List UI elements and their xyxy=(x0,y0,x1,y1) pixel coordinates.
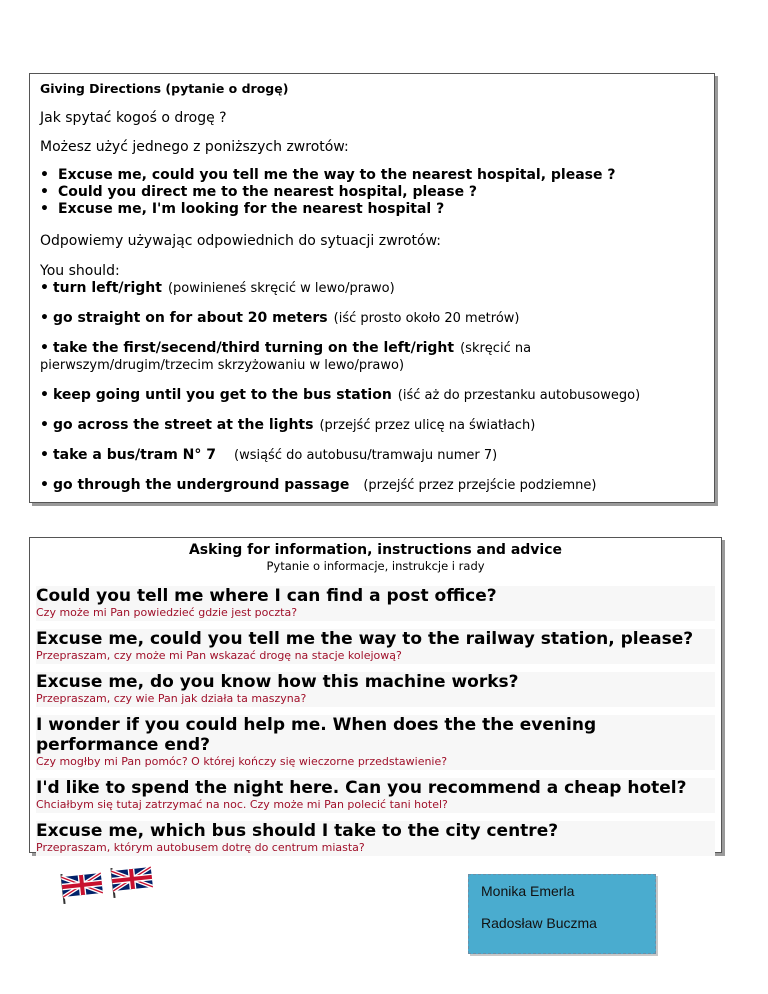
bullet-item: • Excuse me, I'm looking for the nearest hospital ? xyxy=(40,201,445,217)
phrase-polish: Czy może mi Pan powiedzieć gdzie jest poczta? xyxy=(36,606,298,619)
phrase-english: Excuse me, do you know how this machine works? xyxy=(36,672,519,692)
phrase-block xyxy=(36,672,715,707)
phrase-block xyxy=(36,715,715,770)
bullet-item: • Could you direct me to the nearest hospital, please ? xyxy=(40,184,478,200)
directions-bullet-list xyxy=(40,167,704,218)
direction-item: • keep going until you get to the bus station (iść aż do przestanku autobusowego) xyxy=(40,387,641,403)
bullet-item: • Excuse me, could you tell me the way to the nearest hospital, please ? xyxy=(40,167,616,183)
asking-subtitle: Pytanie o informacje, instrukcje i rady xyxy=(266,559,485,573)
direction-item: • go through the underground passage (przejść przez przejście podziemne) xyxy=(40,477,597,493)
phrase-polish: Przepraszam, czy może mi Pan wskazać drogę na stacje kolejową? xyxy=(36,649,402,662)
directions-box xyxy=(29,73,715,503)
phrase-block xyxy=(36,821,715,856)
asking-title: Asking for information, instructions and advice xyxy=(188,542,563,558)
uk-flag-icon xyxy=(111,864,153,894)
direction-item: • go straight on for about 20 meters (iść prosto około 20 metrów) xyxy=(40,310,520,326)
phrase-english: Excuse me, which bus should I take to the city centre? xyxy=(36,821,559,841)
author-name: Radosław Buczma xyxy=(481,915,597,931)
asking-box xyxy=(29,537,722,853)
phrase-polish: Czy mogłby mi Pan pomóc? O której kończy się wieczorne przedstawienie? xyxy=(36,755,448,768)
uk-flag-icon xyxy=(61,870,103,900)
phrase-english: I'd like to spend the night here. Can you recommend a cheap hotel? xyxy=(36,778,687,798)
phrase-english: I wonder if you could help me. When does the the evening performance end? xyxy=(36,715,597,755)
direction-item: • go across the street at the lights (przejść przez ulicę na światłach) xyxy=(40,417,536,433)
you-should-label: You should: xyxy=(40,263,120,279)
directions-intro: Możesz użyć jednego z poniższych zwrotów: xyxy=(40,139,349,155)
direction-item: • take a bus/tram N° 7 (wsiąść do autobusu/tramwaju numer 7) xyxy=(40,447,498,463)
phrase-polish: Chciałbym się tutaj zatrzymać na noc. Czy może mi Pan polecić tani hotel? xyxy=(36,798,448,811)
phrase-polish: Przepraszam, którym autobusem dotrę do centrum miasta? xyxy=(36,841,365,854)
direction-item: • take the first/secend/third turning on the left/right (skręcić na pierwszym/drugim/trzecim skrzyżowaniu w lewo/prawo) xyxy=(40,340,532,373)
phrase-block xyxy=(36,629,715,664)
phrase-block xyxy=(36,586,715,621)
answer-intro: Odpowiemy używając odpowiednich do sytuacji zwrotów: xyxy=(40,233,441,249)
directions-question: Jak spytać kogoś o drogę ? xyxy=(40,110,227,126)
phrase-english: Could you tell me where I can find a post office? xyxy=(36,586,497,606)
phrase-english: Excuse me, could you tell me the way to the railway station, please? xyxy=(36,629,694,649)
direction-item: • turn left/right (powinieneś skręcić w lewo/prawo) xyxy=(40,280,395,296)
phrase-polish: Przepraszam, czy wie Pan jak działa ta maszyna? xyxy=(36,692,307,705)
author-name: Monika Emerla xyxy=(481,883,575,899)
phrase-block xyxy=(36,778,715,813)
authors-box xyxy=(468,874,656,954)
directions-title: Giving Directions (pytanie o drogę) xyxy=(40,81,289,96)
